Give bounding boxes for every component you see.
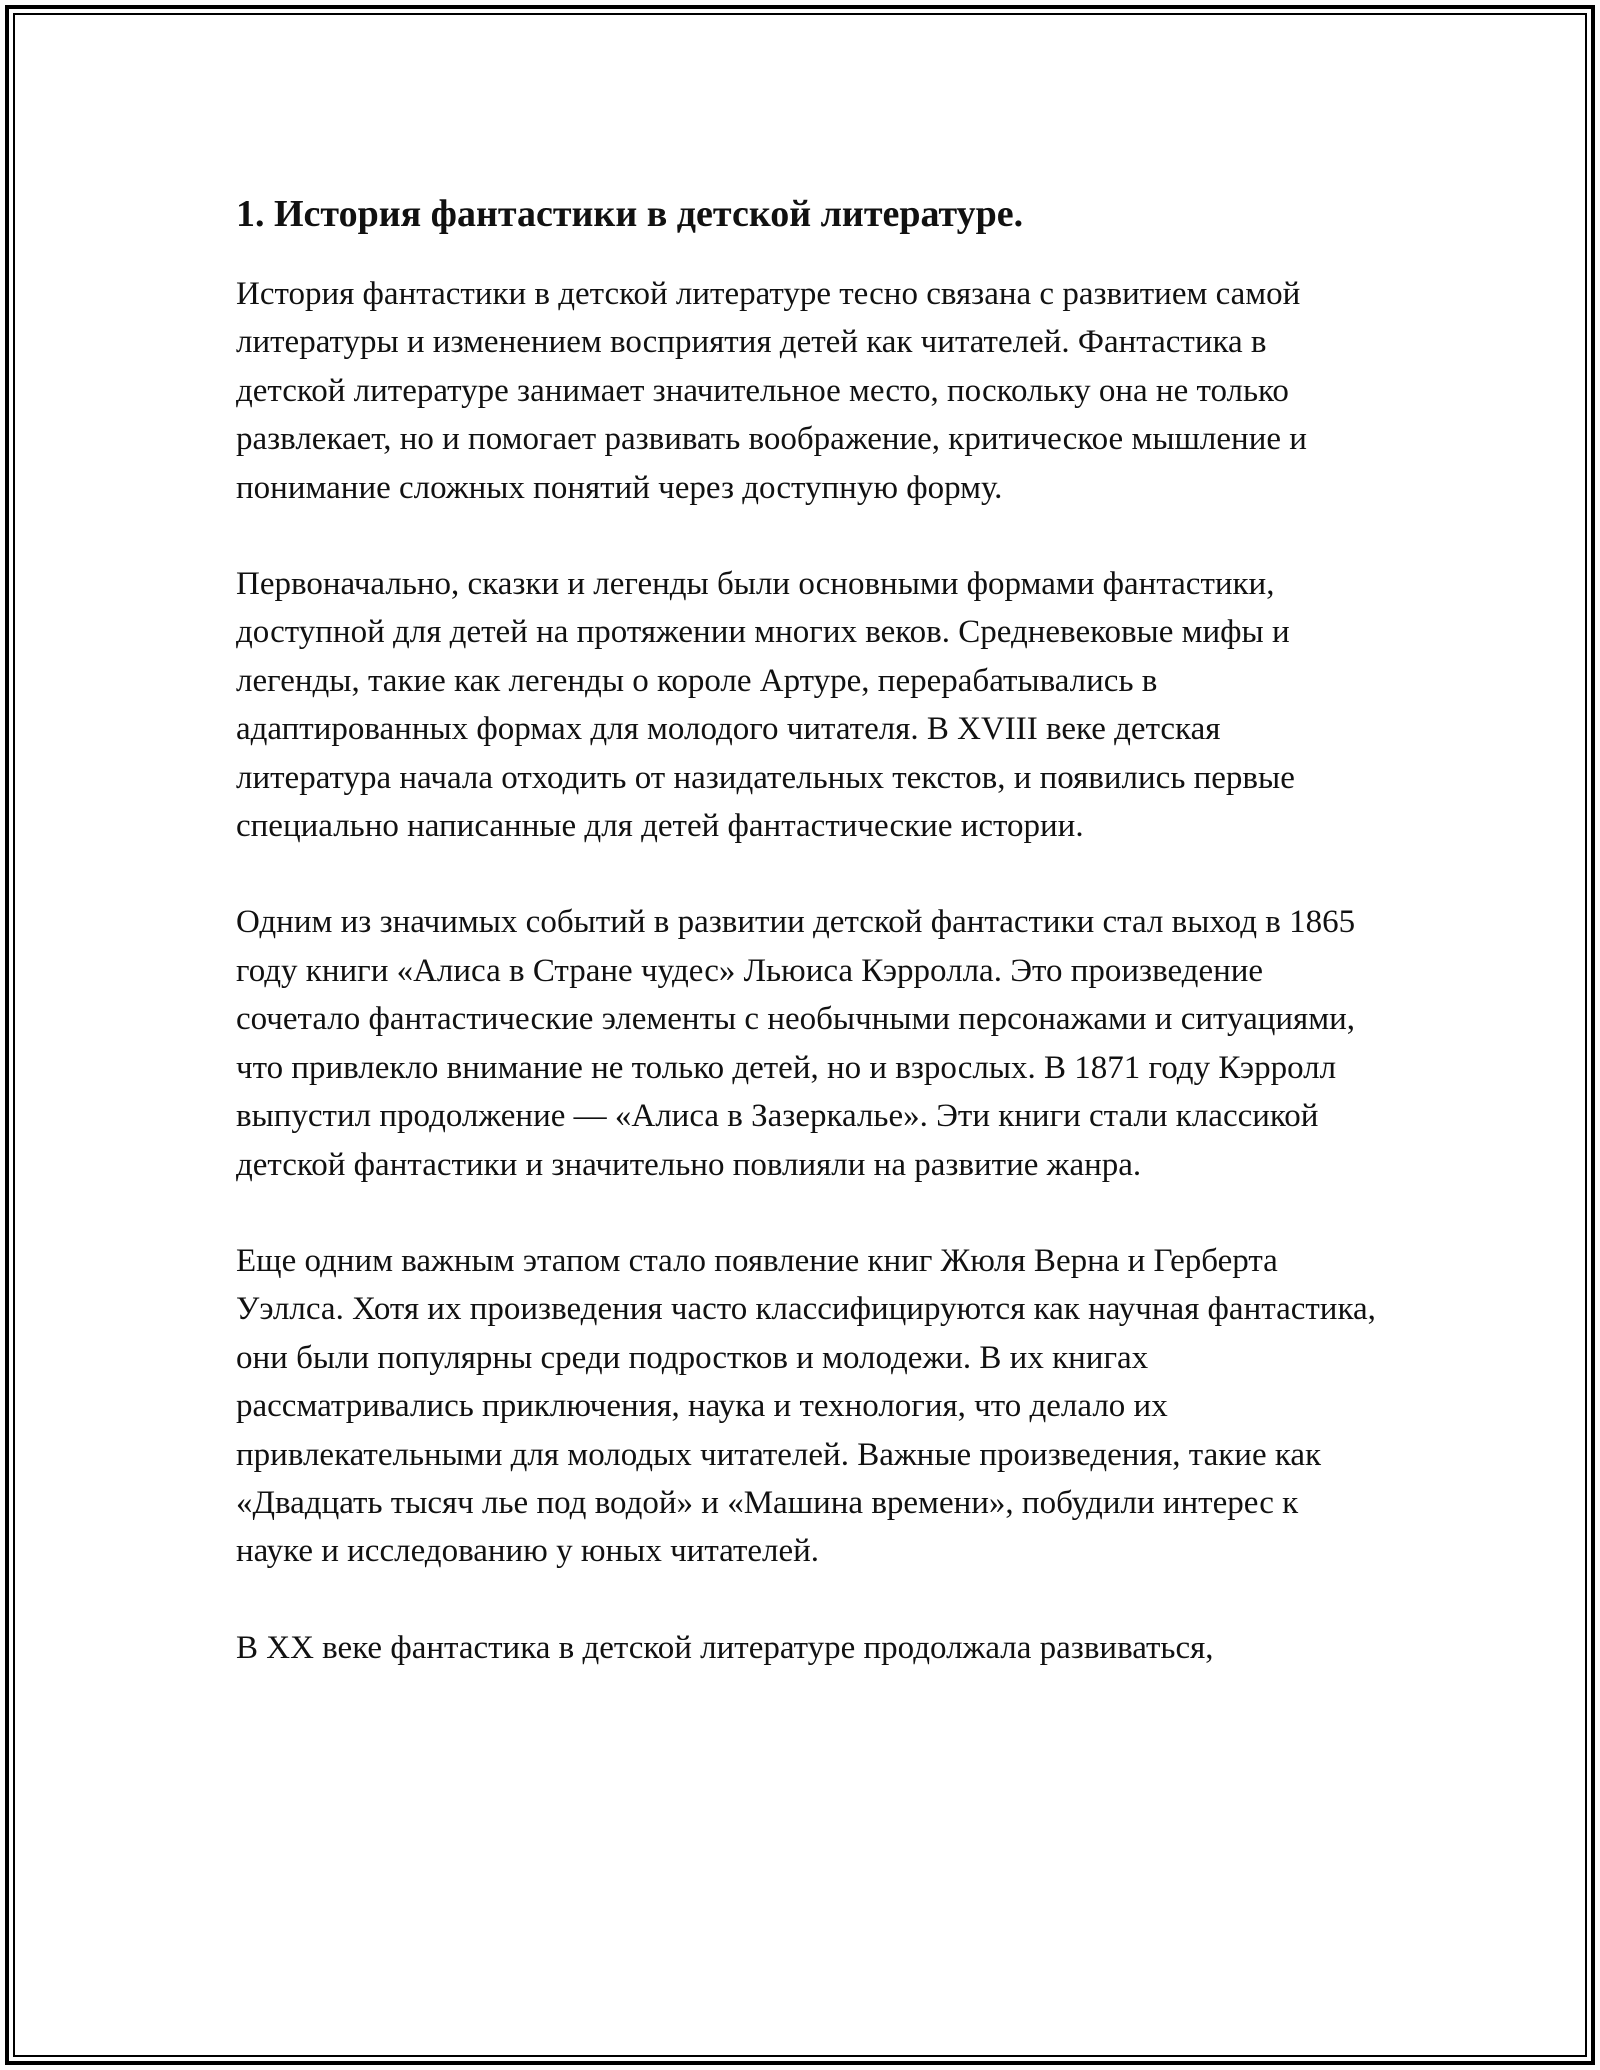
paragraph-3: Одним из значимых событий в развитии детской фантастики стал выход в 1865 году книги «Алиса в Стране чудес» Льюиса Кэрролла. Это произведение сочетало фантастические элементы с необычными персонажами и ситуациями, что привлекло внимание не только детей, но и взрослых. В 1871 году Кэрролл выпустил продолжение — «Алиса в Зазеркалье». Эти книги стали классикой детской фантастики и значительно повлияли на развитие жанра.	[236, 904, 1356, 1183]
paragraph-4: Еще одним важным этапом стало появление книг Жюля Верна и Герберта Уэллса. Хотя их произведения часто классифицируются как научная фантастика, они были популярны среди подростков и молодежи. В их книгах рассматривались приключения, наука и технология, что делало их привлекательными для молодых читателей. Важные произведения, такие как «Двадцать тысяч лье под водой» и «Машина времени», побудили интерес к науке и исследованию у юных читателей.	[236, 1242, 1376, 1570]
paragraph-5: В XX веке фантастика в детской литературе продолжала развиваться,	[236, 1629, 1214, 1666]
document-page	[236, 188, 1376, 1720]
paragraph-1: История фантастики в детской литературе тесно связана с развитием самой литературы и изменением восприятия детей как читателей. Фантастика в детской литературе занимает значительное место, поскольку она не только развлекает, но и помогает развивать воображение, критическое мышление и понимание сложных понятий через доступную форму.	[236, 276, 1307, 506]
section-heading: 1. История фантастики в детской литературе.	[236, 193, 1024, 235]
paragraph-2: Первоначально, сказки и легенды были основными формами фантастики, доступной для детей на протяжении многих веков. Средневековые мифы и легенды, такие как легенды о короле Артуре, перерабатывались в адаптированных формах для молодого читателя. В XVIII веке детская литература начала отходить от назидательных текстов, и появились первые специально написанные для детей фантастические истории.	[236, 566, 1295, 845]
